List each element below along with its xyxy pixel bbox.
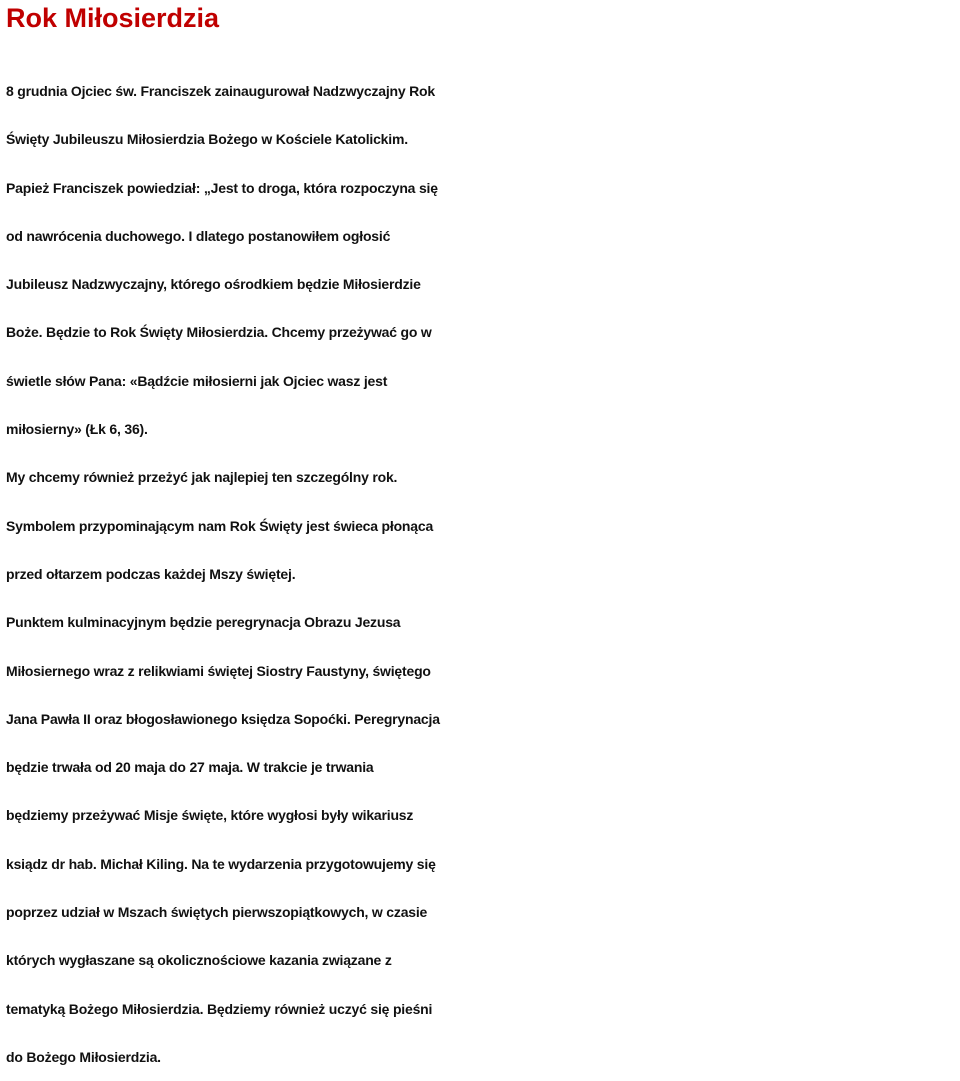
body-line-18: poprzez udział w Mszach świętych pierwszopiątkowych, w czasie — [6, 904, 428, 921]
body-line-3: Papież Franciszek powiedział: „Jest to droga, która rozpoczyna się — [6, 179, 438, 196]
document-title: Rok Miłosierdzia — [6, 3, 220, 33]
body-line-4: od nawrócenia duchowego. I dlatego postanowiłem ogłosić — [6, 227, 391, 244]
body-line-10: Symbolem przypominającym nam Rok Święty jest świeca płonąca — [6, 517, 434, 534]
body-line-9: My chcemy również przeżyć jak najlepiej ten szczególny rok. — [6, 469, 398, 486]
body-line-15: będzie trwała od 20 maja do 27 maja. W trakcie je trwania — [6, 759, 374, 776]
body-line-1: 8 grudnia Ojciec św. Franciszek zainaugurował Nadzwyczajny Rok — [6, 83, 435, 99]
body-line-17: ksiądz dr hab. Michał Kiling. Na te wydarzenia przygotowujemy się — [6, 855, 436, 872]
body-line-19: których wygłaszane są okolicznościowe kazania związane z — [6, 952, 392, 969]
body-line-13: Miłosiernego wraz z relikwiami świętej Siostry Faustyny, świętego — [6, 662, 431, 679]
body-line-20: tematyką Bożego Miłosierdzia. Będziemy również uczyć się pieśni — [6, 1000, 433, 1017]
body-line-16: będziemy przeżywać Misje święte, które wygłosi były wikariusz — [6, 807, 414, 824]
body-line-6: Boże. Będzie to Rok Święty Miłosierdzia. Chcemy przeżywać go w — [6, 324, 432, 341]
body-line-14: Jana Pawła II oraz błogosławionego księdza Sopoćki. Peregrynacja — [6, 710, 440, 727]
body-line-5: Jubileusz Nadzwyczajny, którego ośrodkiem będzie Miłosierdzie — [6, 276, 421, 293]
body-line-21: do Bożego Miłosierdzia. — [6, 1048, 161, 1065]
body-line-8: miłosierny» (Łk 6, 36). — [6, 421, 148, 438]
document-page — [6, 0, 956, 1081]
body-line-12: Punktem kulminacyjnym będzie peregrynacja Obrazu Jezusa — [6, 614, 401, 631]
body-line-11: przed ołtarzem podczas każdej Mszy świętej. — [6, 565, 296, 582]
body-line-2: Święty Jubileuszu Miłosierdzia Bożego w Kościele Katolickim. — [6, 131, 408, 148]
document-body — [6, 67, 956, 1081]
body-line-7: świetle słów Pana: «Bądźcie miłosierni jak Ojciec wasz jest — [6, 372, 388, 389]
